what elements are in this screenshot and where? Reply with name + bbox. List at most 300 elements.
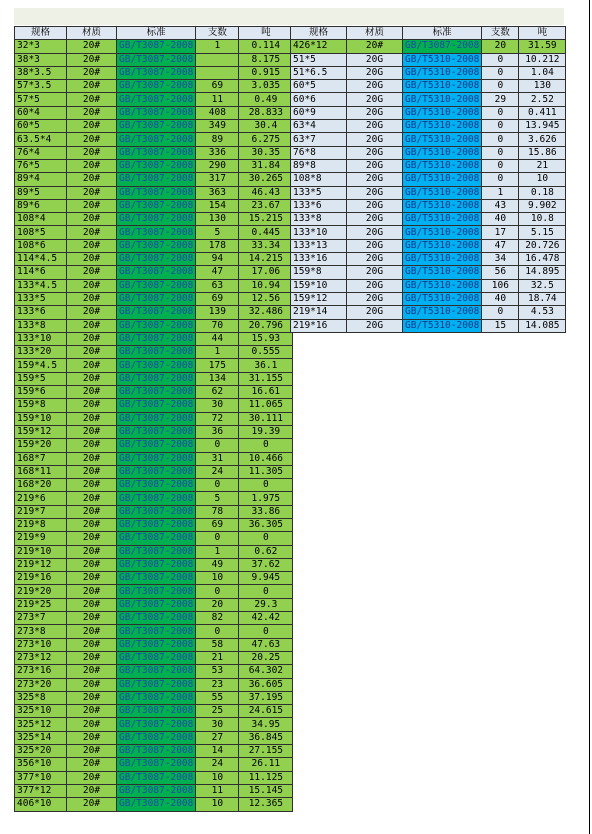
cell-material[interactable]: 20# xyxy=(67,199,117,212)
cell-standard[interactable]: GB/T5310-2008 xyxy=(403,306,482,319)
cell-tons[interactable]: 3.035 xyxy=(239,80,293,93)
cell-tons[interactable]: 30.111 xyxy=(239,412,293,425)
cell-count[interactable]: 0 xyxy=(482,159,519,172)
cell-tons[interactable]: 36.605 xyxy=(239,678,293,691)
cell-count[interactable]: 1 xyxy=(196,545,239,558)
cell-material[interactable]: 20# xyxy=(67,585,117,598)
cell-count[interactable]: 25 xyxy=(196,705,239,718)
cell-standard[interactable]: GB/T5310-2008 xyxy=(403,292,482,305)
cell-standard[interactable]: GB/T3087-2008 xyxy=(117,80,196,93)
cell-tons[interactable]: 14.895 xyxy=(519,266,566,279)
cell-spec[interactable]: 133*5 xyxy=(15,292,67,305)
cell-count[interactable]: 63 xyxy=(196,279,239,292)
cell-standard[interactable]: GB/T5310-2008 xyxy=(403,146,482,159)
cell-tons[interactable]: 31.59 xyxy=(519,40,566,53)
cell-tons[interactable]: 6.275 xyxy=(239,133,293,146)
cell-tons[interactable]: 47.63 xyxy=(239,638,293,651)
cell-tons[interactable]: 23.67 xyxy=(239,199,293,212)
cell-spec[interactable]: 325*8 xyxy=(15,691,67,704)
cell-tons[interactable]: 46.43 xyxy=(239,186,293,199)
cell-material[interactable]: 20# xyxy=(67,386,117,399)
cell-material[interactable]: 20G xyxy=(347,146,403,159)
cell-tons[interactable]: 36.1 xyxy=(239,359,293,372)
cell-count[interactable]: 72 xyxy=(196,412,239,425)
cell-standard[interactable]: GB/T5310-2008 xyxy=(403,53,482,66)
cell-count[interactable]: 55 xyxy=(196,691,239,704)
cell-spec[interactable]: 159*5 xyxy=(15,372,67,385)
cell-count[interactable]: 0 xyxy=(482,306,519,319)
cell-material[interactable]: 20# xyxy=(67,545,117,558)
cell-material[interactable]: 20# xyxy=(67,213,117,226)
cell-tons[interactable]: 19.39 xyxy=(239,425,293,438)
cell-standard[interactable]: GB/T3087-2008 xyxy=(117,691,196,704)
cell-spec[interactable]: 159*8 xyxy=(15,399,67,412)
cell-tons[interactable]: 0.62 xyxy=(239,545,293,558)
cell-tons[interactable]: 2.52 xyxy=(519,93,566,106)
cell-tons[interactable]: 12.56 xyxy=(239,292,293,305)
cell-material[interactable]: 20# xyxy=(67,332,117,345)
cell-tons[interactable]: 4.53 xyxy=(519,306,566,319)
cell-material[interactable]: 20# xyxy=(67,532,117,545)
cell-spec[interactable]: 60*5 xyxy=(291,80,347,93)
cell-material[interactable]: 20# xyxy=(67,572,117,585)
cell-material[interactable]: 20# xyxy=(67,120,117,133)
cell-tons[interactable]: 0 xyxy=(239,479,293,492)
cell-spec[interactable]: 219*7 xyxy=(15,505,67,518)
cell-spec[interactable]: 219*16 xyxy=(15,572,67,585)
cell-standard[interactable]: GB/T3087-2008 xyxy=(117,545,196,558)
cell-tons[interactable]: 10 xyxy=(519,173,566,186)
cell-count[interactable]: 0 xyxy=(482,66,519,79)
cell-standard[interactable]: GB/T3087-2008 xyxy=(117,372,196,385)
cell-standard[interactable]: GB/T3087-2008 xyxy=(117,412,196,425)
cell-spec[interactable]: 114*6 xyxy=(15,266,67,279)
cell-material[interactable]: 20# xyxy=(67,798,117,811)
cell-tons[interactable]: 21 xyxy=(519,159,566,172)
cell-count[interactable]: 56 xyxy=(482,266,519,279)
cell-count[interactable]: 20 xyxy=(196,598,239,611)
cell-count[interactable]: 11 xyxy=(196,93,239,106)
cell-count[interactable]: 24 xyxy=(196,465,239,478)
cell-standard[interactable]: GB/T3087-2008 xyxy=(117,532,196,545)
cell-spec[interactable]: 133*13 xyxy=(291,239,347,252)
cell-count[interactable]: 349 xyxy=(196,120,239,133)
cell-tons[interactable]: 16.478 xyxy=(519,253,566,266)
cell-spec[interactable]: 108*8 xyxy=(291,173,347,186)
cell-count[interactable]: 58 xyxy=(196,638,239,651)
cell-spec[interactable]: 219*20 xyxy=(15,585,67,598)
cell-material[interactable]: 20# xyxy=(67,558,117,571)
cell-count[interactable]: 10 xyxy=(196,798,239,811)
cell-spec[interactable]: 159*12 xyxy=(291,292,347,305)
cell-material[interactable]: 20G xyxy=(347,53,403,66)
cell-tons[interactable]: 3.626 xyxy=(519,133,566,146)
cell-standard[interactable]: GB/T5310-2008 xyxy=(403,199,482,212)
cell-standard[interactable]: GB/T3087-2008 xyxy=(117,306,196,319)
cell-standard[interactable]: GB/T3087-2008 xyxy=(117,93,196,106)
cell-tons[interactable]: 15.93 xyxy=(239,332,293,345)
cell-spec[interactable]: 57*5 xyxy=(15,93,67,106)
cell-tons[interactable]: 30.35 xyxy=(239,146,293,159)
cell-count[interactable]: 69 xyxy=(196,292,239,305)
cell-material[interactable]: 20G xyxy=(347,173,403,186)
cell-count[interactable]: 44 xyxy=(196,332,239,345)
cell-tons[interactable]: 0 xyxy=(239,585,293,598)
cell-count[interactable]: 0 xyxy=(482,133,519,146)
cell-standard[interactable]: GB/T5310-2008 xyxy=(403,80,482,93)
cell-standard[interactable]: GB/T3087-2008 xyxy=(403,40,482,53)
cell-tons[interactable]: 9.945 xyxy=(239,572,293,585)
header-count[interactable]: 支数 xyxy=(482,27,519,40)
cell-standard[interactable]: GB/T3087-2008 xyxy=(117,399,196,412)
cell-tons[interactable]: 0 xyxy=(239,532,293,545)
cell-spec[interactable]: 273*10 xyxy=(15,638,67,651)
cell-spec[interactable]: 273*16 xyxy=(15,665,67,678)
cell-tons[interactable]: 0.114 xyxy=(239,40,293,53)
cell-tons[interactable]: 33.86 xyxy=(239,505,293,518)
cell-tons[interactable]: 20.796 xyxy=(239,319,293,332)
cell-count[interactable]: 0 xyxy=(196,532,239,545)
cell-standard[interactable]: GB/T3087-2008 xyxy=(117,798,196,811)
cell-material[interactable]: 20# xyxy=(67,598,117,611)
cell-standard[interactable]: GB/T3087-2008 xyxy=(117,346,196,359)
cell-spec[interactable]: 89*8 xyxy=(291,159,347,172)
cell-material[interactable]: 20# xyxy=(67,66,117,79)
cell-standard[interactable]: GB/T3087-2008 xyxy=(117,425,196,438)
cell-tons[interactable]: 10.94 xyxy=(239,279,293,292)
cell-standard[interactable]: GB/T3087-2008 xyxy=(117,386,196,399)
cell-material[interactable]: 20G xyxy=(347,226,403,239)
cell-count[interactable]: 0 xyxy=(482,106,519,119)
cell-standard[interactable]: GB/T3087-2008 xyxy=(117,266,196,279)
cell-standard[interactable]: GB/T3087-2008 xyxy=(117,731,196,744)
cell-count[interactable]: 21 xyxy=(196,651,239,664)
cell-standard[interactable]: GB/T3087-2008 xyxy=(117,572,196,585)
cell-count[interactable]: 0 xyxy=(196,625,239,638)
cell-standard[interactable]: GB/T3087-2008 xyxy=(117,66,196,79)
cell-material[interactable]: 20G xyxy=(347,266,403,279)
cell-standard[interactable]: GB/T3087-2008 xyxy=(117,359,196,372)
cell-material[interactable]: 20# xyxy=(67,359,117,372)
cell-material[interactable]: 20G xyxy=(347,80,403,93)
cell-tons[interactable]: 27.155 xyxy=(239,745,293,758)
cell-material[interactable]: 20G xyxy=(347,253,403,266)
cell-standard[interactable]: GB/T3087-2008 xyxy=(117,598,196,611)
cell-standard[interactable]: GB/T3087-2008 xyxy=(117,638,196,651)
cell-count[interactable]: 134 xyxy=(196,372,239,385)
cell-standard[interactable]: GB/T3087-2008 xyxy=(117,106,196,119)
cell-count[interactable]: 0 xyxy=(482,53,519,66)
cell-tons[interactable]: 29.3 xyxy=(239,598,293,611)
cell-count[interactable]: 290 xyxy=(196,159,239,172)
cell-material[interactable]: 20# xyxy=(67,146,117,159)
cell-spec[interactable]: 60*6 xyxy=(291,93,347,106)
cell-material[interactable]: 20# xyxy=(67,306,117,319)
cell-tons[interactable]: 31.155 xyxy=(239,372,293,385)
cell-spec[interactable]: 63*7 xyxy=(291,133,347,146)
cell-spec[interactable]: 273*8 xyxy=(15,625,67,638)
cell-spec[interactable]: 60*4 xyxy=(15,106,67,119)
cell-tons[interactable]: 0.49 xyxy=(239,93,293,106)
cell-standard[interactable]: GB/T3087-2008 xyxy=(117,173,196,186)
cell-tons[interactable]: 31.84 xyxy=(239,159,293,172)
cell-tons[interactable]: 18.74 xyxy=(519,292,566,305)
header-tons[interactable]: 吨 xyxy=(519,27,566,40)
cell-standard[interactable]: GB/T3087-2008 xyxy=(117,146,196,159)
cell-count[interactable] xyxy=(196,66,239,79)
cell-standard[interactable]: GB/T3087-2008 xyxy=(117,612,196,625)
cell-count[interactable]: 130 xyxy=(196,213,239,226)
cell-tons[interactable]: 10.466 xyxy=(239,452,293,465)
cell-material[interactable]: 20# xyxy=(67,784,117,797)
cell-spec[interactable]: 89*5 xyxy=(15,186,67,199)
cell-spec[interactable]: 133*8 xyxy=(15,319,67,332)
header-standard[interactable]: 标准 xyxy=(117,27,196,40)
cell-material[interactable]: 20# xyxy=(67,319,117,332)
cell-standard[interactable]: GB/T3087-2008 xyxy=(117,319,196,332)
cell-count[interactable]: 15 xyxy=(482,319,519,332)
cell-tons[interactable]: 15.86 xyxy=(519,146,566,159)
cell-material[interactable]: 20# xyxy=(67,638,117,651)
cell-standard[interactable]: GB/T5310-2008 xyxy=(403,159,482,172)
cell-count[interactable]: 78 xyxy=(196,505,239,518)
cell-spec[interactable]: 133*4.5 xyxy=(15,279,67,292)
cell-spec[interactable]: 76*4 xyxy=(15,146,67,159)
cell-standard[interactable]: GB/T3087-2008 xyxy=(117,133,196,146)
cell-spec[interactable]: 406*10 xyxy=(15,798,67,811)
cell-count[interactable]: 154 xyxy=(196,199,239,212)
cell-standard[interactable]: GB/T5310-2008 xyxy=(403,266,482,279)
cell-material[interactable]: 20# xyxy=(67,518,117,531)
cell-standard[interactable]: GB/T3087-2008 xyxy=(117,718,196,731)
cell-material[interactable]: 20# xyxy=(67,346,117,359)
cell-standard[interactable]: GB/T3087-2008 xyxy=(117,492,196,505)
cell-standard[interactable]: GB/T5310-2008 xyxy=(403,93,482,106)
cell-count[interactable]: 317 xyxy=(196,173,239,186)
cell-spec[interactable]: 133*8 xyxy=(291,213,347,226)
cell-spec[interactable]: 159*10 xyxy=(291,279,347,292)
cell-count[interactable]: 1 xyxy=(196,346,239,359)
cell-material[interactable]: 20# xyxy=(67,266,117,279)
cell-material[interactable]: 20# xyxy=(347,40,403,53)
cell-count[interactable]: 1 xyxy=(482,186,519,199)
cell-standard[interactable]: GB/T3087-2008 xyxy=(117,120,196,133)
cell-spec[interactable]: 57*3.5 xyxy=(15,80,67,93)
header-material[interactable]: 材质 xyxy=(347,27,403,40)
cell-count[interactable]: 69 xyxy=(196,518,239,531)
cell-tons[interactable]: 64.302 xyxy=(239,665,293,678)
cell-standard[interactable]: GB/T3087-2008 xyxy=(117,558,196,571)
cell-spec[interactable]: 168*20 xyxy=(15,479,67,492)
cell-tons[interactable]: 32.486 xyxy=(239,306,293,319)
cell-material[interactable]: 20G xyxy=(347,93,403,106)
cell-standard[interactable]: GB/T5310-2008 xyxy=(403,213,482,226)
cell-material[interactable]: 20G xyxy=(347,186,403,199)
cell-count[interactable]: 10 xyxy=(196,771,239,784)
cell-standard[interactable]: GB/T3087-2008 xyxy=(117,705,196,718)
cell-spec[interactable]: 89*6 xyxy=(15,199,67,212)
cell-standard[interactable]: GB/T3087-2008 xyxy=(117,665,196,678)
cell-tons[interactable]: 12.365 xyxy=(239,798,293,811)
cell-count[interactable]: 62 xyxy=(196,386,239,399)
header-spec[interactable]: 规格 xyxy=(291,27,347,40)
cell-spec[interactable]: 273*12 xyxy=(15,651,67,664)
cell-standard[interactable]: GB/T3087-2008 xyxy=(117,518,196,531)
cell-count[interactable] xyxy=(196,53,239,66)
cell-count[interactable]: 43 xyxy=(482,199,519,212)
cell-spec[interactable]: 60*9 xyxy=(291,106,347,119)
cell-standard[interactable]: GB/T3087-2008 xyxy=(117,53,196,66)
cell-spec[interactable]: 377*10 xyxy=(15,771,67,784)
cell-count[interactable]: 20 xyxy=(482,40,519,53)
cell-spec[interactable]: 32*3 xyxy=(15,40,67,53)
cell-standard[interactable]: GB/T3087-2008 xyxy=(117,651,196,664)
cell-spec[interactable]: 133*5 xyxy=(291,186,347,199)
cell-material[interactable]: 20# xyxy=(67,665,117,678)
cell-standard[interactable]: GB/T5310-2008 xyxy=(403,279,482,292)
cell-tons[interactable]: 10.212 xyxy=(519,53,566,66)
cell-material[interactable]: 20# xyxy=(67,425,117,438)
cell-material[interactable]: 20# xyxy=(67,279,117,292)
cell-count[interactable]: 29 xyxy=(482,93,519,106)
cell-spec[interactable]: 51*5 xyxy=(291,53,347,66)
cell-tons[interactable]: 20.726 xyxy=(519,239,566,252)
cell-material[interactable]: 20# xyxy=(67,159,117,172)
cell-spec[interactable]: 219*10 xyxy=(15,545,67,558)
cell-standard[interactable]: GB/T5310-2008 xyxy=(403,173,482,186)
cell-standard[interactable]: GB/T3087-2008 xyxy=(117,625,196,638)
cell-material[interactable]: 20# xyxy=(67,412,117,425)
cell-spec[interactable]: 159*4.5 xyxy=(15,359,67,372)
cell-count[interactable]: 34 xyxy=(482,253,519,266)
cell-material[interactable]: 20# xyxy=(67,372,117,385)
cell-count[interactable]: 82 xyxy=(196,612,239,625)
cell-standard[interactable]: GB/T5310-2008 xyxy=(403,133,482,146)
cell-material[interactable]: 20G xyxy=(347,319,403,332)
cell-material[interactable]: 20# xyxy=(67,479,117,492)
header-count[interactable]: 支数 xyxy=(196,27,239,40)
cell-material[interactable]: 20# xyxy=(67,399,117,412)
cell-spec[interactable]: 159*6 xyxy=(15,386,67,399)
cell-standard[interactable]: GB/T5310-2008 xyxy=(403,319,482,332)
cell-tons[interactable]: 15.215 xyxy=(239,213,293,226)
cell-count[interactable]: 24 xyxy=(196,758,239,771)
cell-tons[interactable]: 0 xyxy=(239,625,293,638)
cell-count[interactable]: 30 xyxy=(196,718,239,731)
cell-material[interactable]: 20G xyxy=(347,292,403,305)
cell-count[interactable]: 47 xyxy=(196,266,239,279)
cell-material[interactable]: 20G xyxy=(347,199,403,212)
cell-tons[interactable]: 0.445 xyxy=(239,226,293,239)
cell-standard[interactable]: GB/T3087-2008 xyxy=(117,279,196,292)
cell-spec[interactable]: 325*14 xyxy=(15,731,67,744)
cell-count[interactable]: 11 xyxy=(196,784,239,797)
cell-spec[interactable]: 273*7 xyxy=(15,612,67,625)
cell-material[interactable]: 20G xyxy=(347,106,403,119)
cell-count[interactable]: 17 xyxy=(482,226,519,239)
cell-count[interactable]: 49 xyxy=(196,558,239,571)
cell-standard[interactable]: GB/T3087-2008 xyxy=(117,505,196,518)
cell-standard[interactable]: GB/T3087-2008 xyxy=(117,784,196,797)
cell-spec[interactable]: 63.5*4 xyxy=(15,133,67,146)
cell-count[interactable]: 69 xyxy=(196,80,239,93)
cell-tons[interactable]: 0.555 xyxy=(239,346,293,359)
cell-spec[interactable]: 76*5 xyxy=(15,159,67,172)
cell-count[interactable]: 0 xyxy=(482,146,519,159)
cell-count[interactable]: 1 xyxy=(196,40,239,53)
cell-count[interactable]: 178 xyxy=(196,239,239,252)
cell-spec[interactable]: 426*12 xyxy=(291,40,347,53)
cell-spec[interactable]: 133*10 xyxy=(15,332,67,345)
cell-count[interactable]: 5 xyxy=(196,492,239,505)
cell-count[interactable]: 70 xyxy=(196,319,239,332)
cell-spec[interactable]: 133*20 xyxy=(15,346,67,359)
cell-tons[interactable]: 42.42 xyxy=(239,612,293,625)
cell-standard[interactable]: GB/T5310-2008 xyxy=(403,186,482,199)
cell-spec[interactable]: 325*10 xyxy=(15,705,67,718)
cell-spec[interactable]: 89*4 xyxy=(15,173,67,186)
cell-tons[interactable]: 13.945 xyxy=(519,120,566,133)
cell-material[interactable]: 20# xyxy=(67,80,117,93)
cell-tons[interactable]: 16.61 xyxy=(239,386,293,399)
cell-material[interactable]: 20# xyxy=(67,53,117,66)
cell-count[interactable]: 14 xyxy=(196,745,239,758)
cell-material[interactable]: 20# xyxy=(67,40,117,53)
cell-spec[interactable]: 219*8 xyxy=(15,518,67,531)
cell-material[interactable]: 20# xyxy=(67,678,117,691)
cell-standard[interactable]: GB/T3087-2008 xyxy=(117,452,196,465)
cell-spec[interactable]: 356*10 xyxy=(15,758,67,771)
cell-standard[interactable]: GB/T5310-2008 xyxy=(403,226,482,239)
cell-tons[interactable]: 36.305 xyxy=(239,518,293,531)
cell-material[interactable]: 20G xyxy=(347,213,403,226)
cell-spec[interactable]: 168*7 xyxy=(15,452,67,465)
cell-tons[interactable]: 10.8 xyxy=(519,213,566,226)
cell-spec[interactable]: 159*8 xyxy=(291,266,347,279)
cell-count[interactable]: 0 xyxy=(196,479,239,492)
cell-tons[interactable]: 37.195 xyxy=(239,691,293,704)
cell-spec[interactable]: 219*25 xyxy=(15,598,67,611)
cell-spec[interactable]: 219*6 xyxy=(15,492,67,505)
cell-material[interactable]: 20# xyxy=(67,691,117,704)
cell-count[interactable]: 336 xyxy=(196,146,239,159)
cell-count[interactable]: 23 xyxy=(196,678,239,691)
cell-material[interactable]: 20# xyxy=(67,718,117,731)
cell-standard[interactable]: GB/T3087-2008 xyxy=(117,292,196,305)
cell-count[interactable]: 0 xyxy=(482,173,519,186)
cell-material[interactable]: 20# xyxy=(67,651,117,664)
cell-material[interactable]: 20G xyxy=(347,133,403,146)
cell-spec[interactable]: 273*20 xyxy=(15,678,67,691)
cell-spec[interactable]: 133*10 xyxy=(291,226,347,239)
cell-spec[interactable]: 108*5 xyxy=(15,226,67,239)
cell-material[interactable]: 20# xyxy=(67,106,117,119)
cell-spec[interactable]: 133*6 xyxy=(15,306,67,319)
cell-material[interactable]: 20# xyxy=(67,731,117,744)
cell-material[interactable]: 20# xyxy=(67,612,117,625)
cell-count[interactable]: 139 xyxy=(196,306,239,319)
cell-tons[interactable]: 20.25 xyxy=(239,651,293,664)
cell-material[interactable]: 20# xyxy=(67,173,117,186)
cell-tons[interactable]: 26.11 xyxy=(239,758,293,771)
header-tons[interactable]: 吨 xyxy=(239,27,293,40)
cell-standard[interactable]: GB/T3087-2008 xyxy=(117,771,196,784)
cell-count[interactable]: 408 xyxy=(196,106,239,119)
cell-material[interactable]: 20# xyxy=(67,253,117,266)
cell-standard[interactable]: GB/T3087-2008 xyxy=(117,159,196,172)
cell-tons[interactable]: 0.915 xyxy=(239,66,293,79)
cell-tons[interactable]: 17.06 xyxy=(239,266,293,279)
